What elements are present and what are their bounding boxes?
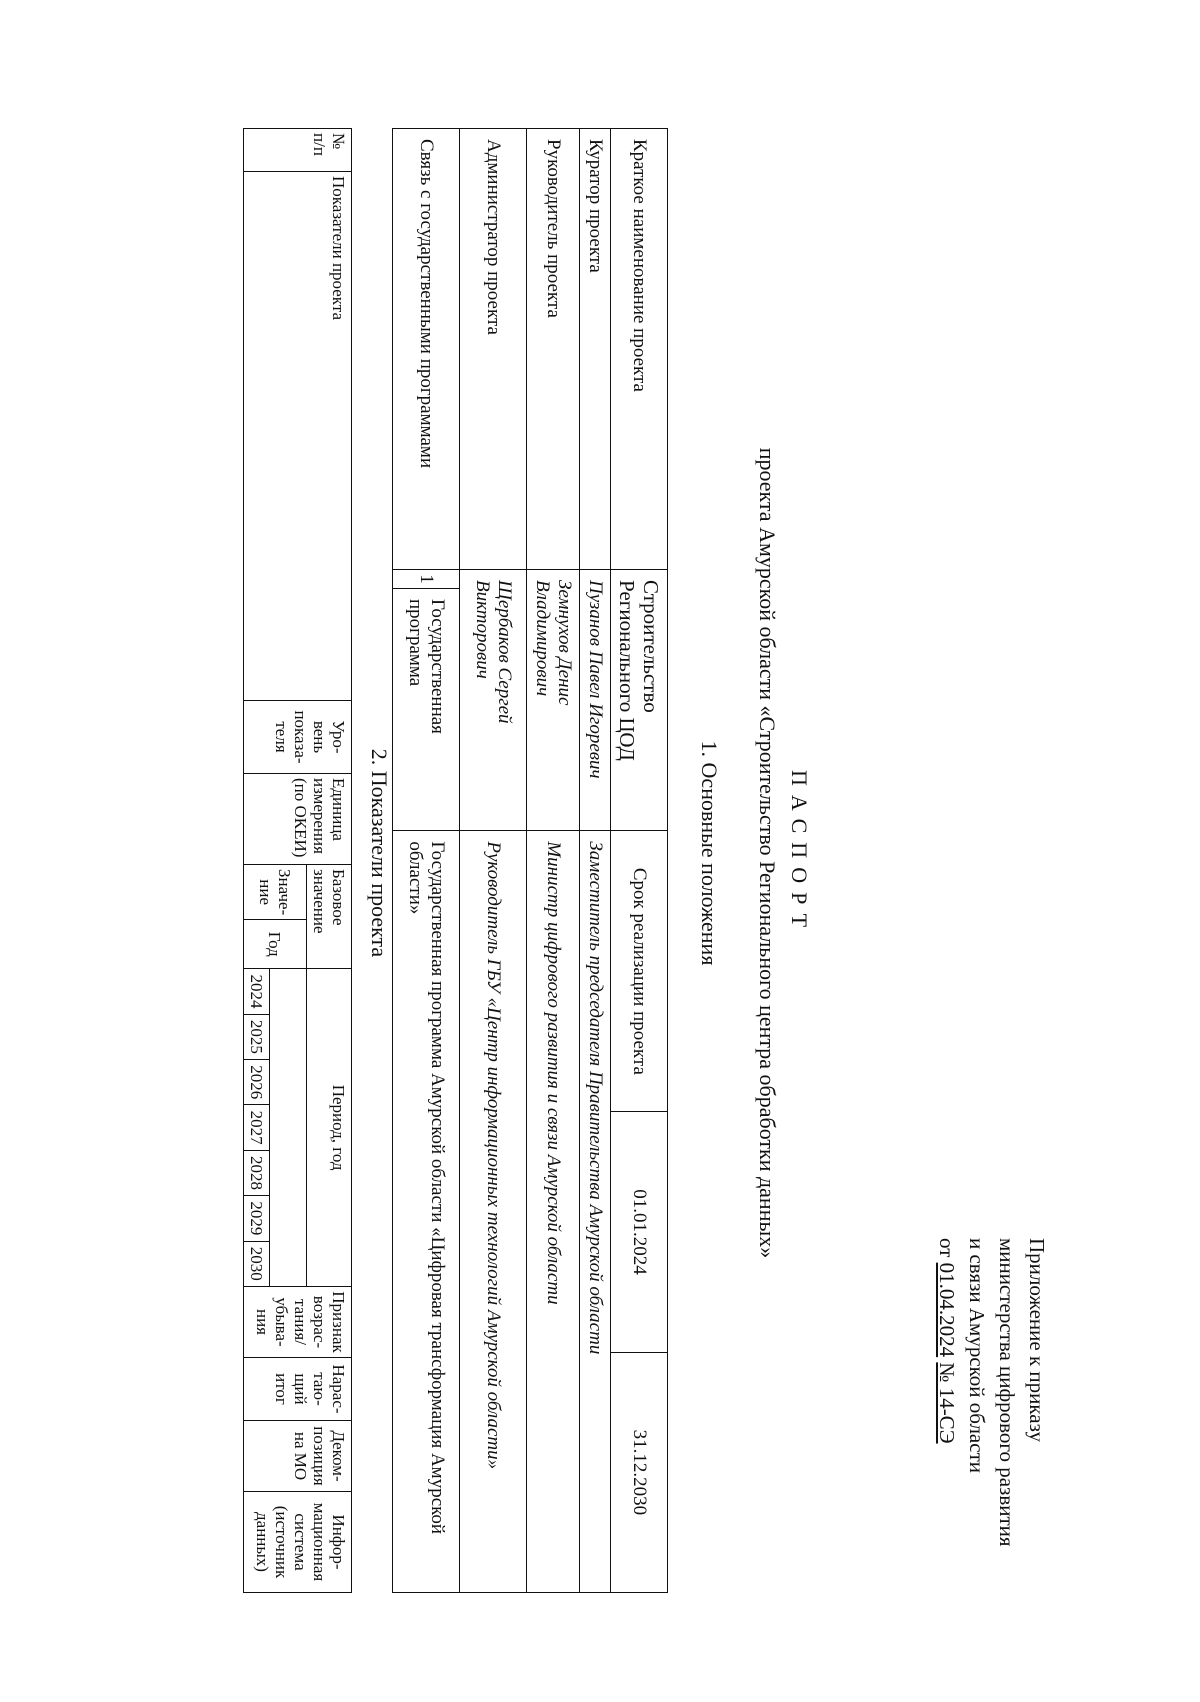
leader-position: Министр цифрового развития и связи Амурской области [527, 831, 580, 1593]
col-cumulative-header: Нарас-таю-щий итог [244, 1358, 352, 1421]
col-base-value-header: Значе-ние [244, 865, 307, 920]
year-2030: 2030 [244, 1241, 270, 1286]
period-spacer [270, 969, 307, 1287]
section-2-title: 2. Показатели проекта [367, 748, 392, 958]
col-unit-header: Единица измерения (по ОКЕИ) [244, 774, 352, 865]
col-base-header: Базовое значение [307, 865, 352, 969]
end-date: 31.12.2030 [611, 1352, 668, 1592]
document-sheet [172, 108, 1052, 1598]
program-link-label: Связь с государственными программами [393, 129, 460, 570]
year-2028: 2028 [244, 1150, 270, 1195]
year-2029: 2029 [244, 1196, 270, 1241]
col-name-header: Показатели проекта [244, 172, 352, 701]
appendix-date: 01.04.2024 [935, 1262, 959, 1358]
program-link-value: Государственная программа Амурской области «Цифровая трансформация Амурской области» [393, 831, 460, 1593]
admin-name: Щербаков Сергей Викторович [460, 570, 527, 831]
col-decomp-header: Деком-позиция на МО [244, 1421, 352, 1492]
appendix-block [932, 1238, 1052, 1598]
col-level-header: Уро-вень показа-теля [244, 701, 352, 774]
program-link-type: Государственная программа [393, 589, 460, 831]
col-base-year-header: Год [244, 920, 307, 969]
year-2027: 2027 [244, 1105, 270, 1150]
appendix-number: № 14-СЭ [935, 1362, 959, 1444]
year-2024: 2024 [244, 969, 270, 1014]
year-2025: 2025 [244, 1014, 270, 1059]
main-provisions-table [392, 128, 668, 1593]
col-sign-header: Признак возрас-тания/ убыва-ния [244, 1287, 352, 1358]
short-name-label: Краткое наименование проекта [611, 129, 668, 570]
appendix-line-2: министерства цифрового развития [995, 1238, 1019, 1547]
curator-name: Пузанов Павел Игоревич [580, 570, 611, 831]
short-name-value: Строительство Регионального ЦОД [611, 570, 668, 831]
table-row [580, 129, 611, 1593]
section-1-title: 1. Основные положения [697, 740, 722, 966]
appendix-from: от [935, 1238, 959, 1263]
curator-position: Заместитель председателя Правительства Амурской области [580, 831, 611, 1593]
table-row [460, 129, 527, 1593]
col-infosys-header: Инфор-мационная система (источник данных) [244, 1492, 352, 1593]
table-header-row [307, 129, 352, 1593]
admin-position: Руководитель ГБУ «Центр информационных технологий Амурской области» [460, 831, 527, 1593]
admin-label: Администратор проекта [460, 129, 527, 570]
col-num-header: № п/п [244, 129, 352, 172]
leader-label: Руководитель проекта [527, 129, 580, 570]
year-2026: 2026 [244, 1060, 270, 1105]
table-row [527, 129, 580, 1593]
passport-subtitle: проекта Амурской области «Строительство Регионального центра обработки данных» [755, 447, 780, 1259]
appendix-line-4 [932, 1238, 962, 1598]
term-label: Срок реализации проекта [611, 831, 668, 1112]
start-date: 01.01.2024 [611, 1112, 668, 1352]
col-period-header: Период, год [307, 969, 352, 1287]
curator-label: Куратор проекта [580, 129, 611, 570]
table-row [393, 129, 460, 1593]
indicators-table [243, 128, 352, 1593]
passport-heading: ПАСПОРТ [787, 769, 812, 937]
leader-name: Земнухов Денис Владимирович [527, 570, 580, 831]
program-link-number: 1 [393, 570, 460, 589]
appendix-line-1: Приложение к приказу [1025, 1238, 1049, 1442]
appendix-line-3: и связи Амурской области [965, 1238, 989, 1473]
table-row [611, 129, 668, 1593]
